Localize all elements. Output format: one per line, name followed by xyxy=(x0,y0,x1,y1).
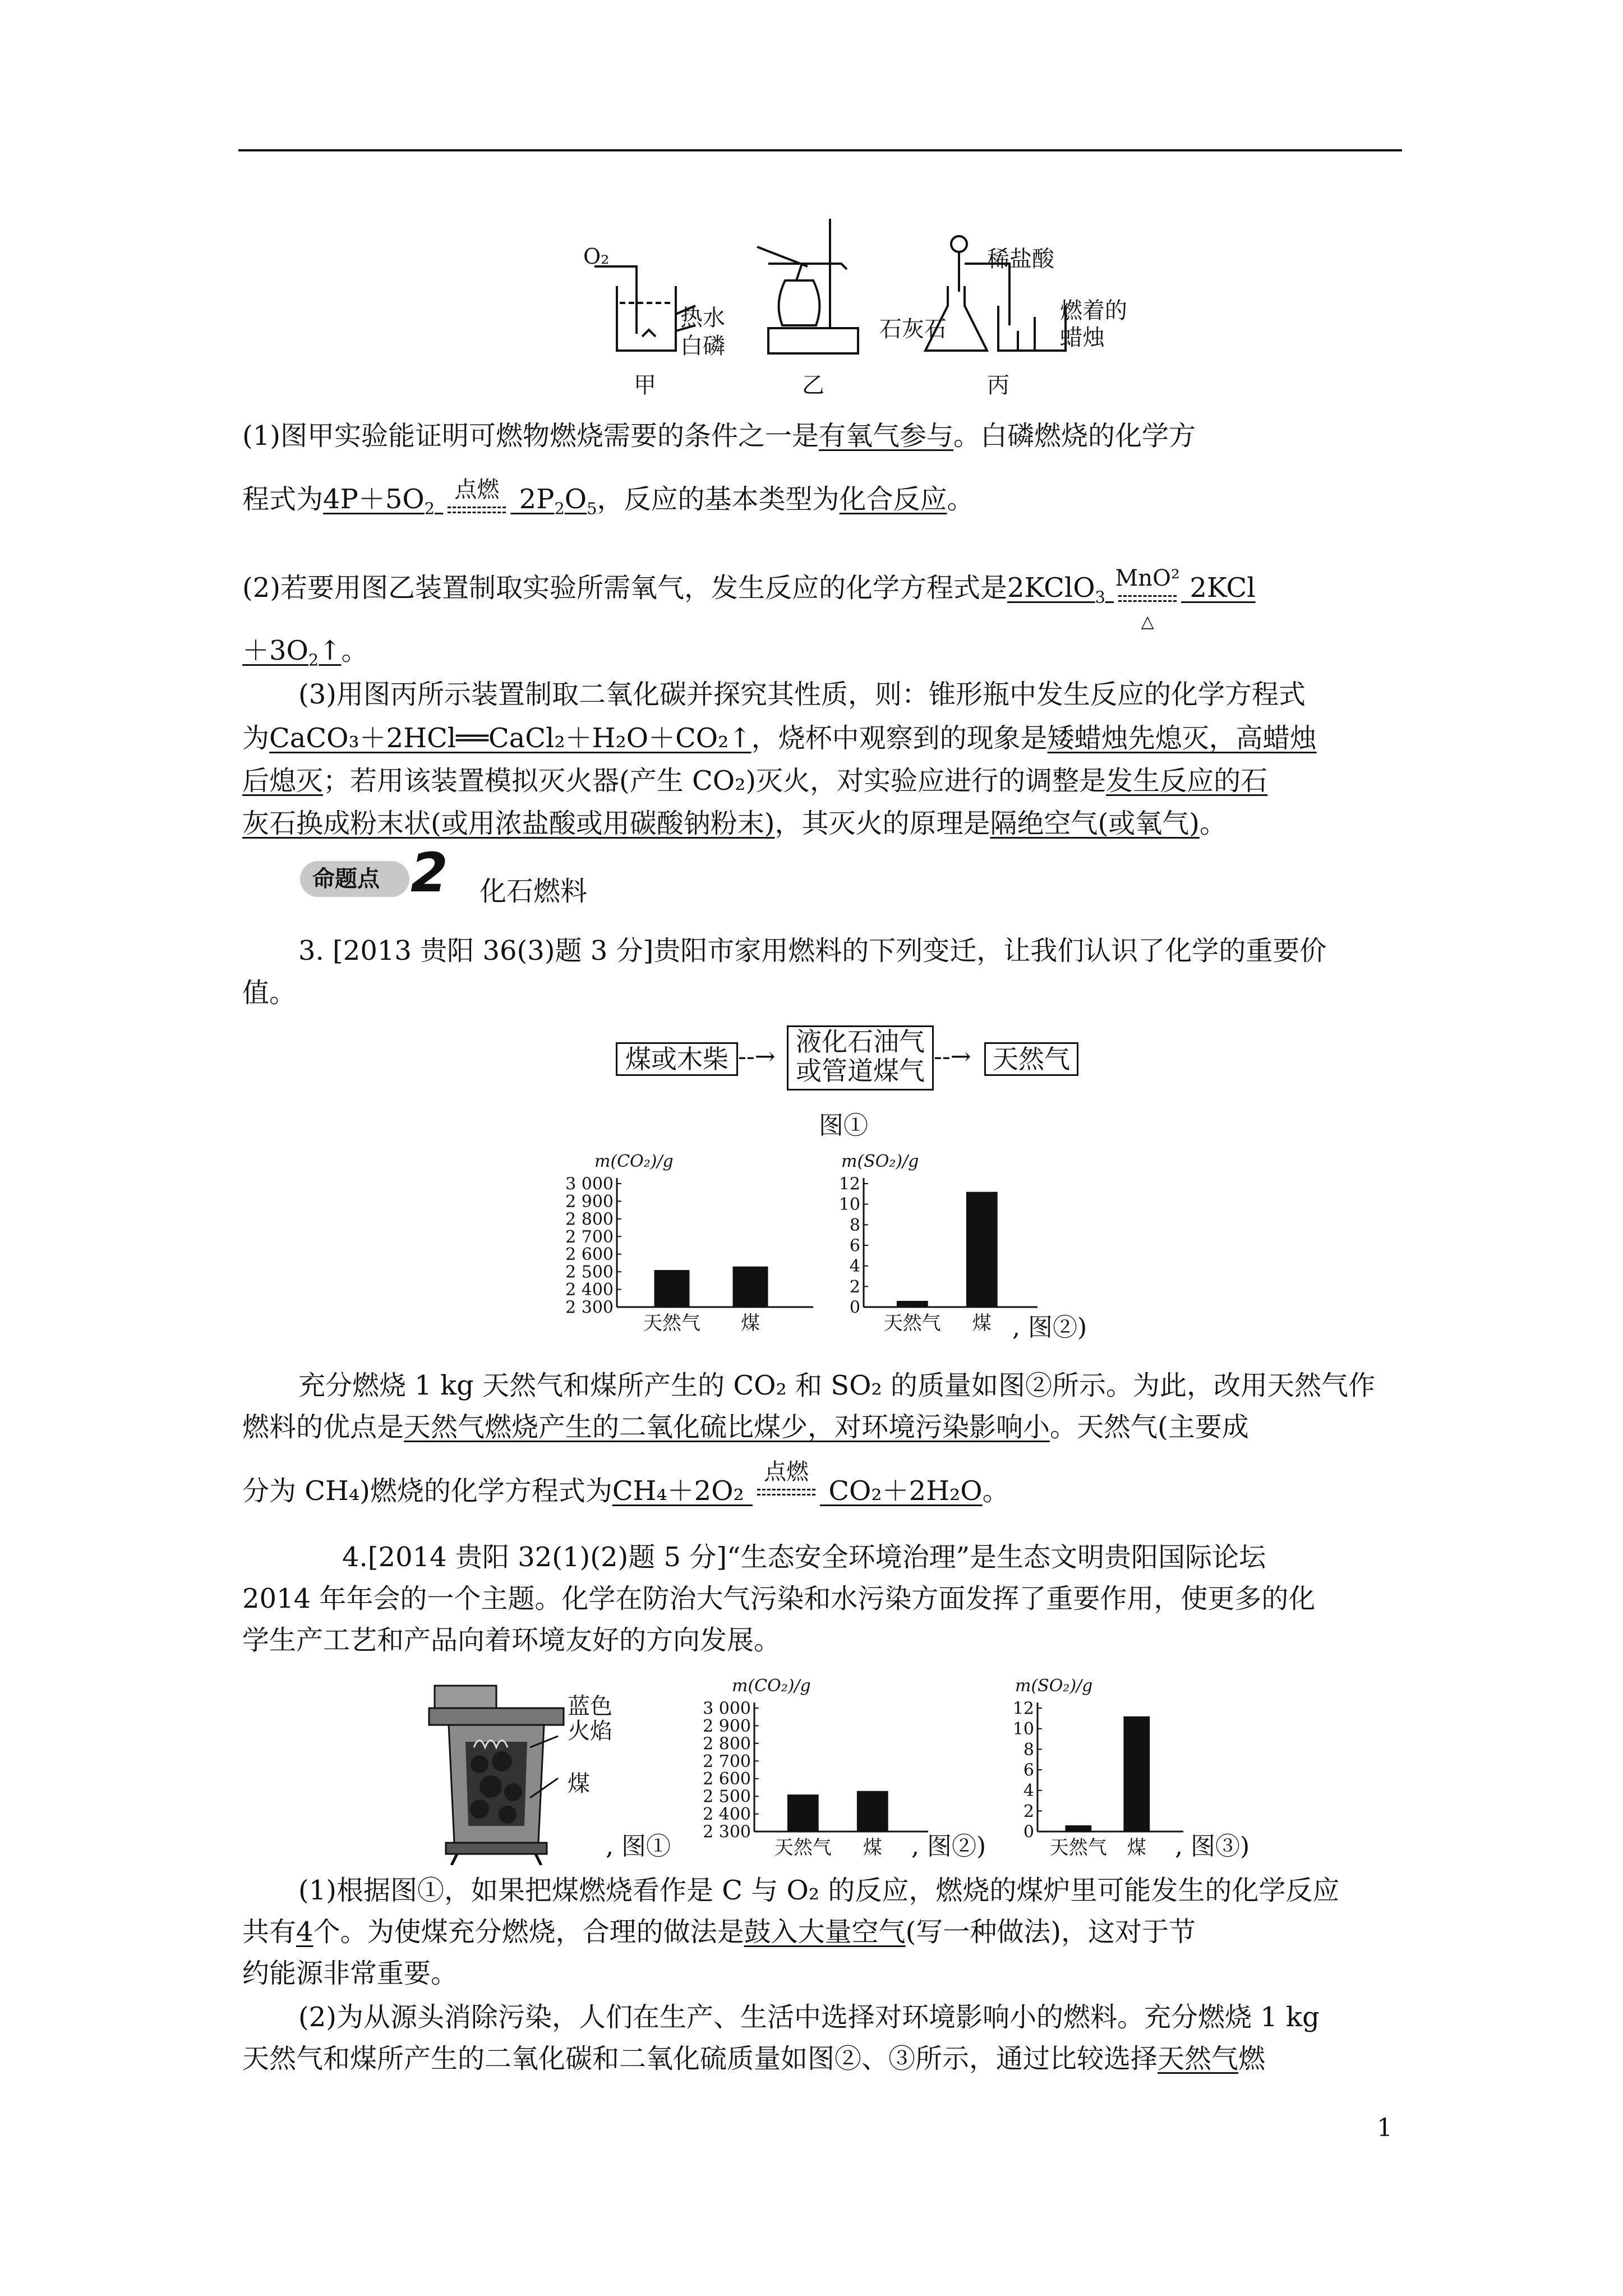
y-tick-label: 8 xyxy=(849,1215,860,1235)
y-tick-label: 2 xyxy=(1023,1801,1034,1821)
y-tick-label: 8 xyxy=(1023,1740,1034,1760)
y-tick-label: 6 xyxy=(849,1236,860,1256)
svg-text:O₂: O₂ xyxy=(583,244,610,269)
q3-line-3: 后熄灭；若用该装置模拟灭火器(产生 CO₂)灭火，对实验应进行的调整是发生反应的石 xyxy=(242,765,1268,797)
x-tick-label: 煤 xyxy=(863,1837,882,1859)
bar-natural-gas xyxy=(787,1795,819,1832)
label-limestone: 石灰石 xyxy=(879,316,947,342)
stand-b xyxy=(757,219,858,353)
y-axis-label: m(SO₂)/g xyxy=(841,1152,919,1171)
bar-natural-gas xyxy=(897,1301,928,1307)
caption-a: 甲 xyxy=(634,372,656,398)
y-tick-label: 3 000 xyxy=(703,1699,751,1719)
caption-b: 乙 xyxy=(802,372,824,398)
so2-bar-chart xyxy=(1004,1674,1189,1865)
y-tick-label: 2 600 xyxy=(703,1769,751,1789)
y-tick-label: 0 xyxy=(849,1297,860,1318)
bar-natural-gas xyxy=(654,1270,690,1307)
flow-box-coal-wood: 煤或木柴 xyxy=(616,1042,738,1076)
x-tick-label: 煤 xyxy=(741,1312,760,1335)
q5-part1-line-1: (1)根据图①，如果把煤燃烧看作是 C 与 O₂ 的反应，燃烧的煤炉里可能发生的化学反应 xyxy=(298,1875,1340,1906)
y-axis-label: m(CO₂)/g xyxy=(732,1676,811,1696)
answer-condition: 有氧气参与 xyxy=(819,420,954,452)
q5-part1-line-3: 约能源非常重要。 xyxy=(242,1958,458,1989)
q5-part2-line-2: 天然气和煤所产生的二氧化碳和二氧化硫质量如图②、③所示，通过比较选择天然气燃 xyxy=(242,2043,1266,2074)
q4-line-1: 3. [2013 贵阳 36(3)题 3 分]贵阳市家用燃料的下列变迁，让我们认识了化学的重要价 xyxy=(298,935,1327,967)
label-hot-water: 热水 xyxy=(680,305,725,331)
q4-line-3: 充分燃烧 1 kg 天然气和煤所产生的 CO₂ 和 SO₂ 的质量如图②所示。为此，改用天然气作 xyxy=(298,1370,1375,1401)
y-tick-label: 10 xyxy=(838,1195,860,1215)
y-tick-label: 2 400 xyxy=(703,1805,751,1825)
figure-caption-so2: , 图③) xyxy=(1175,1832,1250,1861)
y-tick-label: 4 xyxy=(1023,1781,1034,1801)
label-white-phosphorus: 白磷 xyxy=(680,333,725,359)
q1-line-1: (1)图甲实验能证明可燃物燃烧需要的条件之一是有氧气参与。白磷燃烧的化学方 xyxy=(242,420,1196,452)
y-tick-label: 2 600 xyxy=(565,1245,614,1265)
q3-line-2: 为CaCO₃＋2HCl══CaCl₂＋H₂O＋CO₂↑，烧杯中观察到的现象是矮蜡烛先熄灭，高蜡烛 xyxy=(242,723,1317,754)
q5-line-3: 学生产工艺和产品向着环境友好的方向发展。 xyxy=(242,1625,781,1656)
q5-line-1: 4.[2014 贵阳 32(1)(2)题 5 分]“生态安全环境治理”是生态文明贵阳国际论坛 xyxy=(342,1542,1266,1573)
q4-line-2: 值。 xyxy=(242,977,297,1009)
q4-line-5: 分为 CH₄)燃烧的化学方程式为CH₄＋2O₂ 点燃 CO₂＋2H₂O。 xyxy=(242,1473,1403,1509)
q4-line-4: 燃料的优点是天然气燃烧产生的二氧化硫比煤少，对环境污染影响小。天然气(主要成 xyxy=(242,1411,1249,1443)
y-axis-label: m(CO₂)/g xyxy=(594,1152,674,1171)
flow-arrow: --→ xyxy=(738,1042,776,1071)
y-tick-label: 2 500 xyxy=(703,1787,751,1807)
y-tick-label: 2 900 xyxy=(703,1716,751,1736)
x-tick-label: 天然气 xyxy=(883,1312,941,1335)
reaction-condition: MnO² △ xyxy=(1115,565,1180,632)
y-tick-label: 0 xyxy=(1023,1822,1034,1842)
answer-reaction-type: 化合反应 xyxy=(839,484,947,515)
bar-coal xyxy=(857,1791,888,1832)
x-tick-label: 煤 xyxy=(1127,1837,1146,1859)
y-tick-label: 12 xyxy=(838,1174,860,1194)
x-tick-label: 天然气 xyxy=(774,1837,832,1859)
y-tick-label: 2 800 xyxy=(703,1734,751,1754)
page-number: 1 xyxy=(1377,2114,1393,2142)
y-tick-label: 2 300 xyxy=(703,1822,751,1842)
coal-stove-image xyxy=(423,1680,569,1865)
flow-box-natural-gas: 天然气 xyxy=(984,1042,1078,1076)
label-coal: 煤 xyxy=(568,1771,590,1797)
caption-c: 丙 xyxy=(987,372,1009,398)
y-tick-label: 2 700 xyxy=(703,1751,751,1772)
q5-line-2: 2014 年年会的一个主题。化学在防治大气污染和水污染方面发挥了重要作用，使更多的化 xyxy=(242,1583,1316,1614)
q5-part1-line-2: 共有4个。为使煤充分燃烧，合理的做法是鼓入大量空气(写一种做法)，这对于节 xyxy=(242,1916,1196,1948)
bar-natural-gas xyxy=(1065,1825,1091,1832)
co2-bar-chart xyxy=(698,1674,934,1865)
y-tick-label: 3 000 xyxy=(565,1174,614,1194)
y-tick-label: 2 xyxy=(849,1277,860,1297)
figure-caption-1: 图① xyxy=(819,1111,868,1140)
bar-coal xyxy=(966,1192,998,1307)
y-tick-label: 2 800 xyxy=(565,1209,614,1230)
label-burning-candles: 燃着的蜡烛 xyxy=(1060,298,1127,351)
figure-caption-stove: , 图① xyxy=(606,1832,671,1861)
y-tick-label: 2 500 xyxy=(565,1262,614,1282)
x-tick-label: 天然气 xyxy=(643,1312,700,1335)
header-rule xyxy=(238,149,1402,151)
q2-line-1: (2)若要用图乙装置制取实验所需氧气，发生反应的化学方程式是2KClO$_3$ MnO² △ 2KCl xyxy=(242,565,1256,632)
y-tick-label: 2 700 xyxy=(565,1227,614,1247)
so2-bar-chart xyxy=(830,1150,1043,1341)
label-dilute-acid: 稀盐酸 xyxy=(987,246,1054,272)
x-tick-label: 煤 xyxy=(972,1312,992,1335)
y-tick-label: 10 xyxy=(1012,1719,1034,1740)
x-tick-label: 天然气 xyxy=(1049,1837,1107,1859)
figure-caption-co2: , 图②) xyxy=(911,1832,986,1861)
q2-line-2: $+3O_2↑$。 xyxy=(242,635,368,670)
figure-caption-2: , 图②) xyxy=(1012,1313,1087,1342)
flow-box-lpg: 液化石油气 或管道煤气 xyxy=(787,1025,934,1091)
section-title: 化石燃料 xyxy=(479,876,588,907)
q1-line-2: 程式为$4P+5O_2$ 点燃 $2P_2O_5$，反应的基本类型为化合反应。 xyxy=(242,481,1403,527)
bar-coal xyxy=(1123,1717,1150,1832)
y-tick-label: 2 300 xyxy=(565,1297,614,1318)
y-tick-label: 2 400 xyxy=(565,1280,614,1300)
section-number: 2 xyxy=(411,841,448,904)
q3-line-1: (3)用图丙所示装置制取二氧化碳并探究其性质，则：锥形瓶中发生反应的化学方程式 xyxy=(298,679,1306,710)
y-tick-label: 6 xyxy=(1023,1760,1034,1780)
bar-coal xyxy=(733,1267,768,1307)
reaction-condition: 点燃 xyxy=(443,491,510,527)
reaction-condition: 点燃 xyxy=(753,1473,820,1509)
section-badge: 命题点 xyxy=(300,861,409,897)
y-tick-label: 4 xyxy=(849,1257,860,1277)
q3-line-4: 灰石换成粉末状(或用浓盐酸或用碳酸钠粉末)，其灭火的原理是隔绝空气(或氧气)。 xyxy=(242,808,1227,839)
co2-bar-chart xyxy=(561,1150,819,1341)
y-tick-label: 12 xyxy=(1012,1699,1034,1719)
label-blue-flame: 蓝色火焰 xyxy=(568,1694,612,1744)
y-tick-label: 2 900 xyxy=(565,1191,614,1212)
flow-arrow: --→ xyxy=(934,1042,971,1071)
y-axis-label: m(SO₂)/g xyxy=(1015,1676,1093,1696)
q5-part2-line-1: (2)为从源头消除污染，人们在生产、生活中选择对环境影响小的燃料。充分燃烧 1 kg xyxy=(298,2001,1320,2033)
